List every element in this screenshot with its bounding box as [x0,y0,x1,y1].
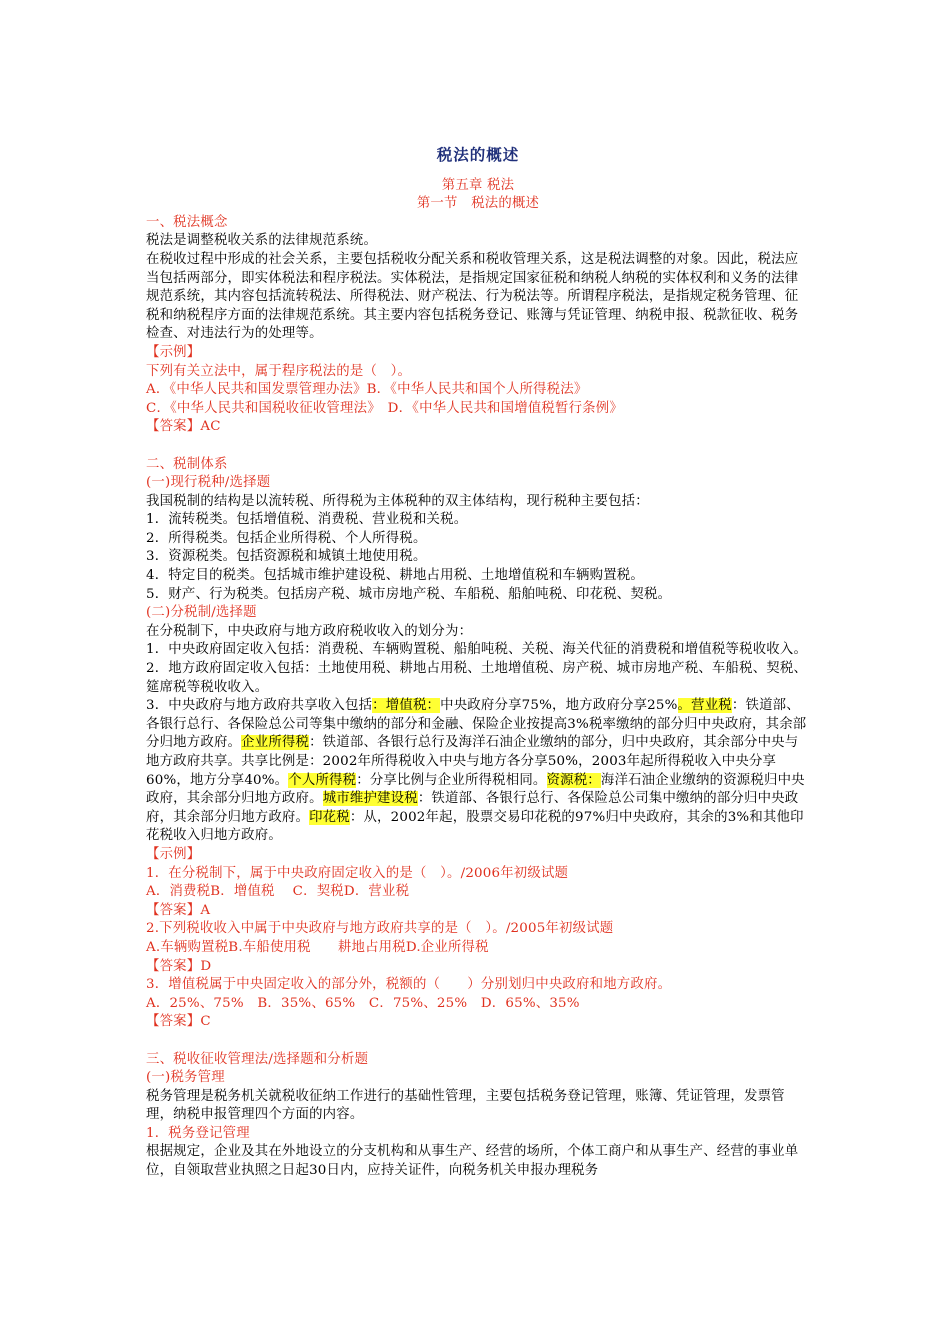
tax-item-4: 4．特定目的税类。包括城市维护建设税、耕地占用税、土地增值税和车辆购置税。 [146,568,644,584]
s2-question-1: 1．在分税制下，属于中央政府固定收入的是（ ）。/2006年初级试题 [146,865,569,881]
s2-subheading-1: (一)现行税种/选择题 [146,475,271,491]
document-title: 税法的概述 [436,145,520,164]
s2-example-tag: 【示例】 [146,846,201,862]
s1-example-options-ab: A．《中华人民共和国发票管理办法》B．《中华人民共和国个人所得税法》 [146,382,588,398]
tax-item-3: 3．资源税类。包括资源税和城镇土地使用税。 [146,549,427,565]
fen-item-3: 3．中央政府与地方政府共享收入包括：增值税：中央政府分享75%，地方政府分享25%。营业税：铁道部、各银行总行、各保险总公司等集中缴纳的部分和金融、保险企业按提高3%税率缴纳的部分归中央政府，其余部分归地方政府。企业所得税：铁道部、各银行总行及海洋石油企业缴纳的部分，归中央政府，其余部分中央与地方政府共享。共享比例是：2002年所得税收入中央与地方各分享50%，2003年起所得税收入中央分享60%，地方分享40%。个人所得税：分享比例与企业所得税相同。资源税：海洋石油企业缴纳的资源税归中央政府，其余部分归地方政府。城市维护建设税：铁道部、各银行总行、各保险总公司集中缴纳的部分归中央政府，其余部分归地方政府。印花税：从，2002年起，股票交易印花税的97%归中央政府，其余的3%和其他印花税收入归地方政府。 [146,698,807,844]
s1-paragraph-2: 在税收过程中形成的社会关系，主要包括税收分配关系和税收管理关系，这是税法调整的对象。因此，税法应当包括两部分，即实体税法和程序税法。实体税法，是指规定国家征税和纳税人纳税的实体权利和义务的法律规范系统，其内容包括流转税法、所得税法、财产税法、行为税法等。所谓程序税法，是指规定税务管理、征税和纳税程序方面的法律规范系统。其主要内容包括税务登记、账簿与凭证管理、纳税申报、税款征收、税务检查、对违法行为的处理等。 [146,251,799,342]
tax-item-1: 1．流转税类。包括增值税、消费税、营业税和关税。 [146,512,468,528]
s2-question-2: 2.下列税收收入中属于中央政府与地方政府共享的是（ ）。/2005年初级试题 [146,921,614,937]
s1-example-answer: 【答案】AC [146,419,221,435]
s2-heading: 二、税制体系 [146,456,228,472]
highlight-resource-tax: 资源税： [546,772,601,788]
s3-paragraph-1: 税务管理是税务机关就税收征纳工作进行的基础性管理，主要包括税务登记管理，账簿、凭证管理，发票管理，纳税申报管理四个方面的内容。 [146,1088,785,1123]
highlight-business-tax: 。营业税 [677,698,732,714]
highlight-urban-maintenance-tax: 城市维护建设税 [322,791,418,807]
s3-paragraph-2: 根据规定，企业及其在外地设立的分支机构和从事生产、经营的场所，个体工商户和从事生产、经营的事业单位，自领取营业执照之日起30日内，应持关证件，向税务机关申报办理税务 [146,1144,799,1179]
chapter-heading: 第五章 税法 [441,177,515,193]
s2-question-1-answer: 【答案】A [146,902,211,918]
s1-paragraph-1: 税法是调整税收关系的法律规范系统。 [146,233,378,249]
s2-question-3: 3．增值税属于中央固定收入的部分外，税额的（ ）分别划归中央政府和地方政府。 [146,977,672,993]
s2-intro: 我国税制的结构是以流转税、所得税为主体税种的双主体结构，现行税种主要包括： [146,493,649,509]
s2-question-1-options: A．消费税B．增值税 C．契税D．营业税 [146,884,410,900]
fen-intro: 在分税制下，中央政府与地方政府税收收入的划分为： [146,623,473,639]
s2-question-3-options: A．25%、75% B．35%、65% C．75%、25% D．65%、35% [146,995,580,1011]
s2-subheading-2: (二)分税制/选择题 [146,605,257,621]
s2-question-2-options: A.车辆购置税B.车船使用税 耕地占用税D.企业所得税 [146,939,489,955]
fen-item-2: 2．地方政府固定收入包括：土地使用税、耕地占用税、土地增值税、房产税、城市房地产税、车船税、契税、筵席税等税收收入。 [146,661,808,695]
s1-example-options-cd: C．《中华人民共和国税收征收管理法》 D．《中华人民共和国增值税暂行条例》 [146,400,623,416]
highlight-enterprise-income-tax: 企业所得税 [241,735,310,751]
section-heading: 第一节 税法的概述 [416,196,540,212]
s3-subheading-1: (一)税务管理 [146,1070,225,1086]
document-page [146,140,810,1181]
highlight-stamp-tax: 印花税 [309,809,350,825]
s1-example-tag: 【示例】 [146,344,201,360]
s2-question-2-answer: 【答案】D [146,958,212,974]
s3-subheading-1-1: 1．税务登记管理 [146,1125,250,1141]
s1-example-question: 下列有关立法中，属于程序税法的是（ ）。 [146,363,412,379]
tax-item-2: 2．所得税类。包括企业所得税、个人所得税。 [146,530,427,546]
s2-question-3-answer: 【答案】C [146,1014,211,1030]
highlight-personal-income-tax: 个人所得税 [288,772,357,788]
fen-item-1: 1．中央政府固定收入包括：消费税、车辆购置税、船舶吨税、关税、海关代征的消费税和增值税等税收收入。 [146,642,808,658]
s3-heading: 三、税收征收管理法/选择题和分析题 [146,1051,369,1067]
s1-heading: 一、税法概念 [146,214,228,230]
tax-item-5: 5．财产、行为税类。包括房产税、城市房地产税、车船税、船舶吨税、印花税、契税。 [146,586,672,602]
highlight-vat: ：增值税： [372,698,441,714]
